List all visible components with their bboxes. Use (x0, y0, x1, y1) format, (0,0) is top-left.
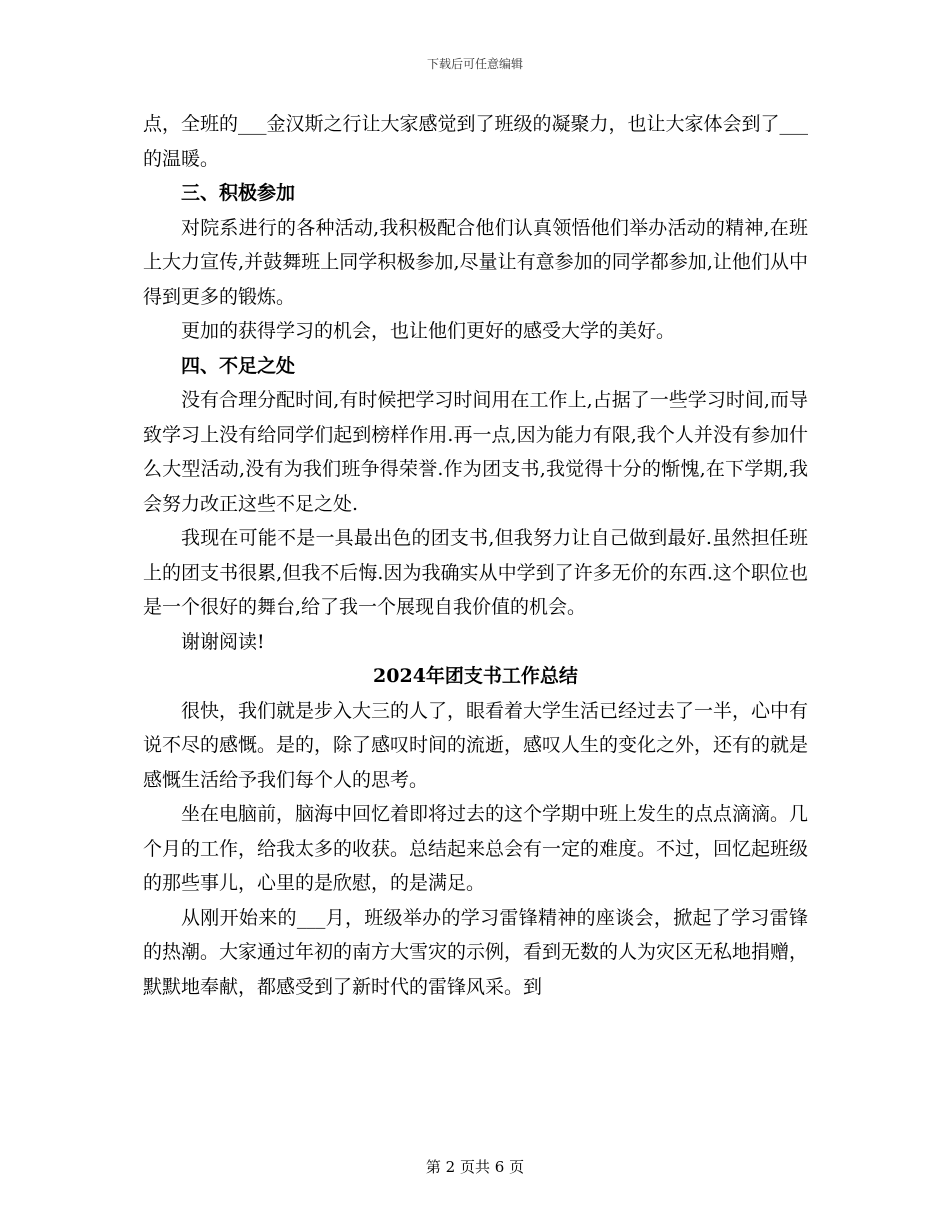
paragraph: 坐在电脑前，脑海中回忆着即将过去的这个学期中班上发生的点点滴滴。几个月的工作，给我太多的收获。总结起来总会有一定的难度。不过，回忆起班级的那些事儿，心里的是欣慰，的是满足。 (143, 803, 809, 894)
paragraph: 更加的获得学习的机会，也让他们更好的感受大学的美好。 (181, 320, 676, 342)
section-heading-3: 三、积极参加 (181, 182, 296, 204)
paragraph-continuation: 点，全班的___金汉斯之行让大家感觉到了班级的凝聚力，也让大家体会到了___的温暖。 (143, 113, 809, 170)
paragraph: 从刚开始来的___月，班级举办的学习雷锋精神的座谈会，掀起了学习雷锋的热潮。大家通过年初的南方大雪灾的示例，看到无数的人为灾区无私地捐赠，默默地奉献，都感受到了新时代的雷锋风采。到 (143, 906, 809, 998)
paragraph-thanks: 谢谢阅读! (181, 630, 265, 653)
page-footer: 第 2 页共 6 页 (425, 1158, 525, 1176)
section-heading-4: 四、不足之处 (181, 354, 296, 377)
page-header: 下载后可任意编辑 (426, 57, 523, 71)
paragraph: 很快，我们就是步入大三的人了，眼看着大学生活已经过去了一半，心中有说不尽的感慨。是的，除了感叹时间的流逝，感叹人生的变化之外，还有的就是感慨生活给予我们每个人的思考。 (143, 699, 809, 791)
paragraph: 我现在可能不是一具最出色的团支书,但我努力让自己做到最好.虽然担任班上的团支书很累,但我不后悔.因为我确实从中学到了许多无价的东西.这个职位也是一个很好的舞台,给了我一个展现自我价值的机会。 (143, 527, 808, 618)
paragraph: 没有合理分配时间,有时候把学习时间用在工作上,占据了一些学习时间,而导致学习上没有给同学们起到榜样作用.再一点,因为能力有限,我个人并没有参加什么大型活动,没有为我们班争得荣誉.作为团支书,我觉得十分的惭愧,在下学期,我会努力改正这些不足之处. (143, 389, 808, 515)
document-title: 2024年团支书工作总结 (373, 665, 578, 687)
paragraph: 对院系进行的各种活动,我积极配合他们认真领悟他们举办活动的精神,在班上大力宣传,并鼓舞班上同学积极参加,尽量让有意参加的同学都参加,让他们从中得到更多的锻炼。 (143, 216, 808, 308)
document-body (143, 107, 808, 1004)
